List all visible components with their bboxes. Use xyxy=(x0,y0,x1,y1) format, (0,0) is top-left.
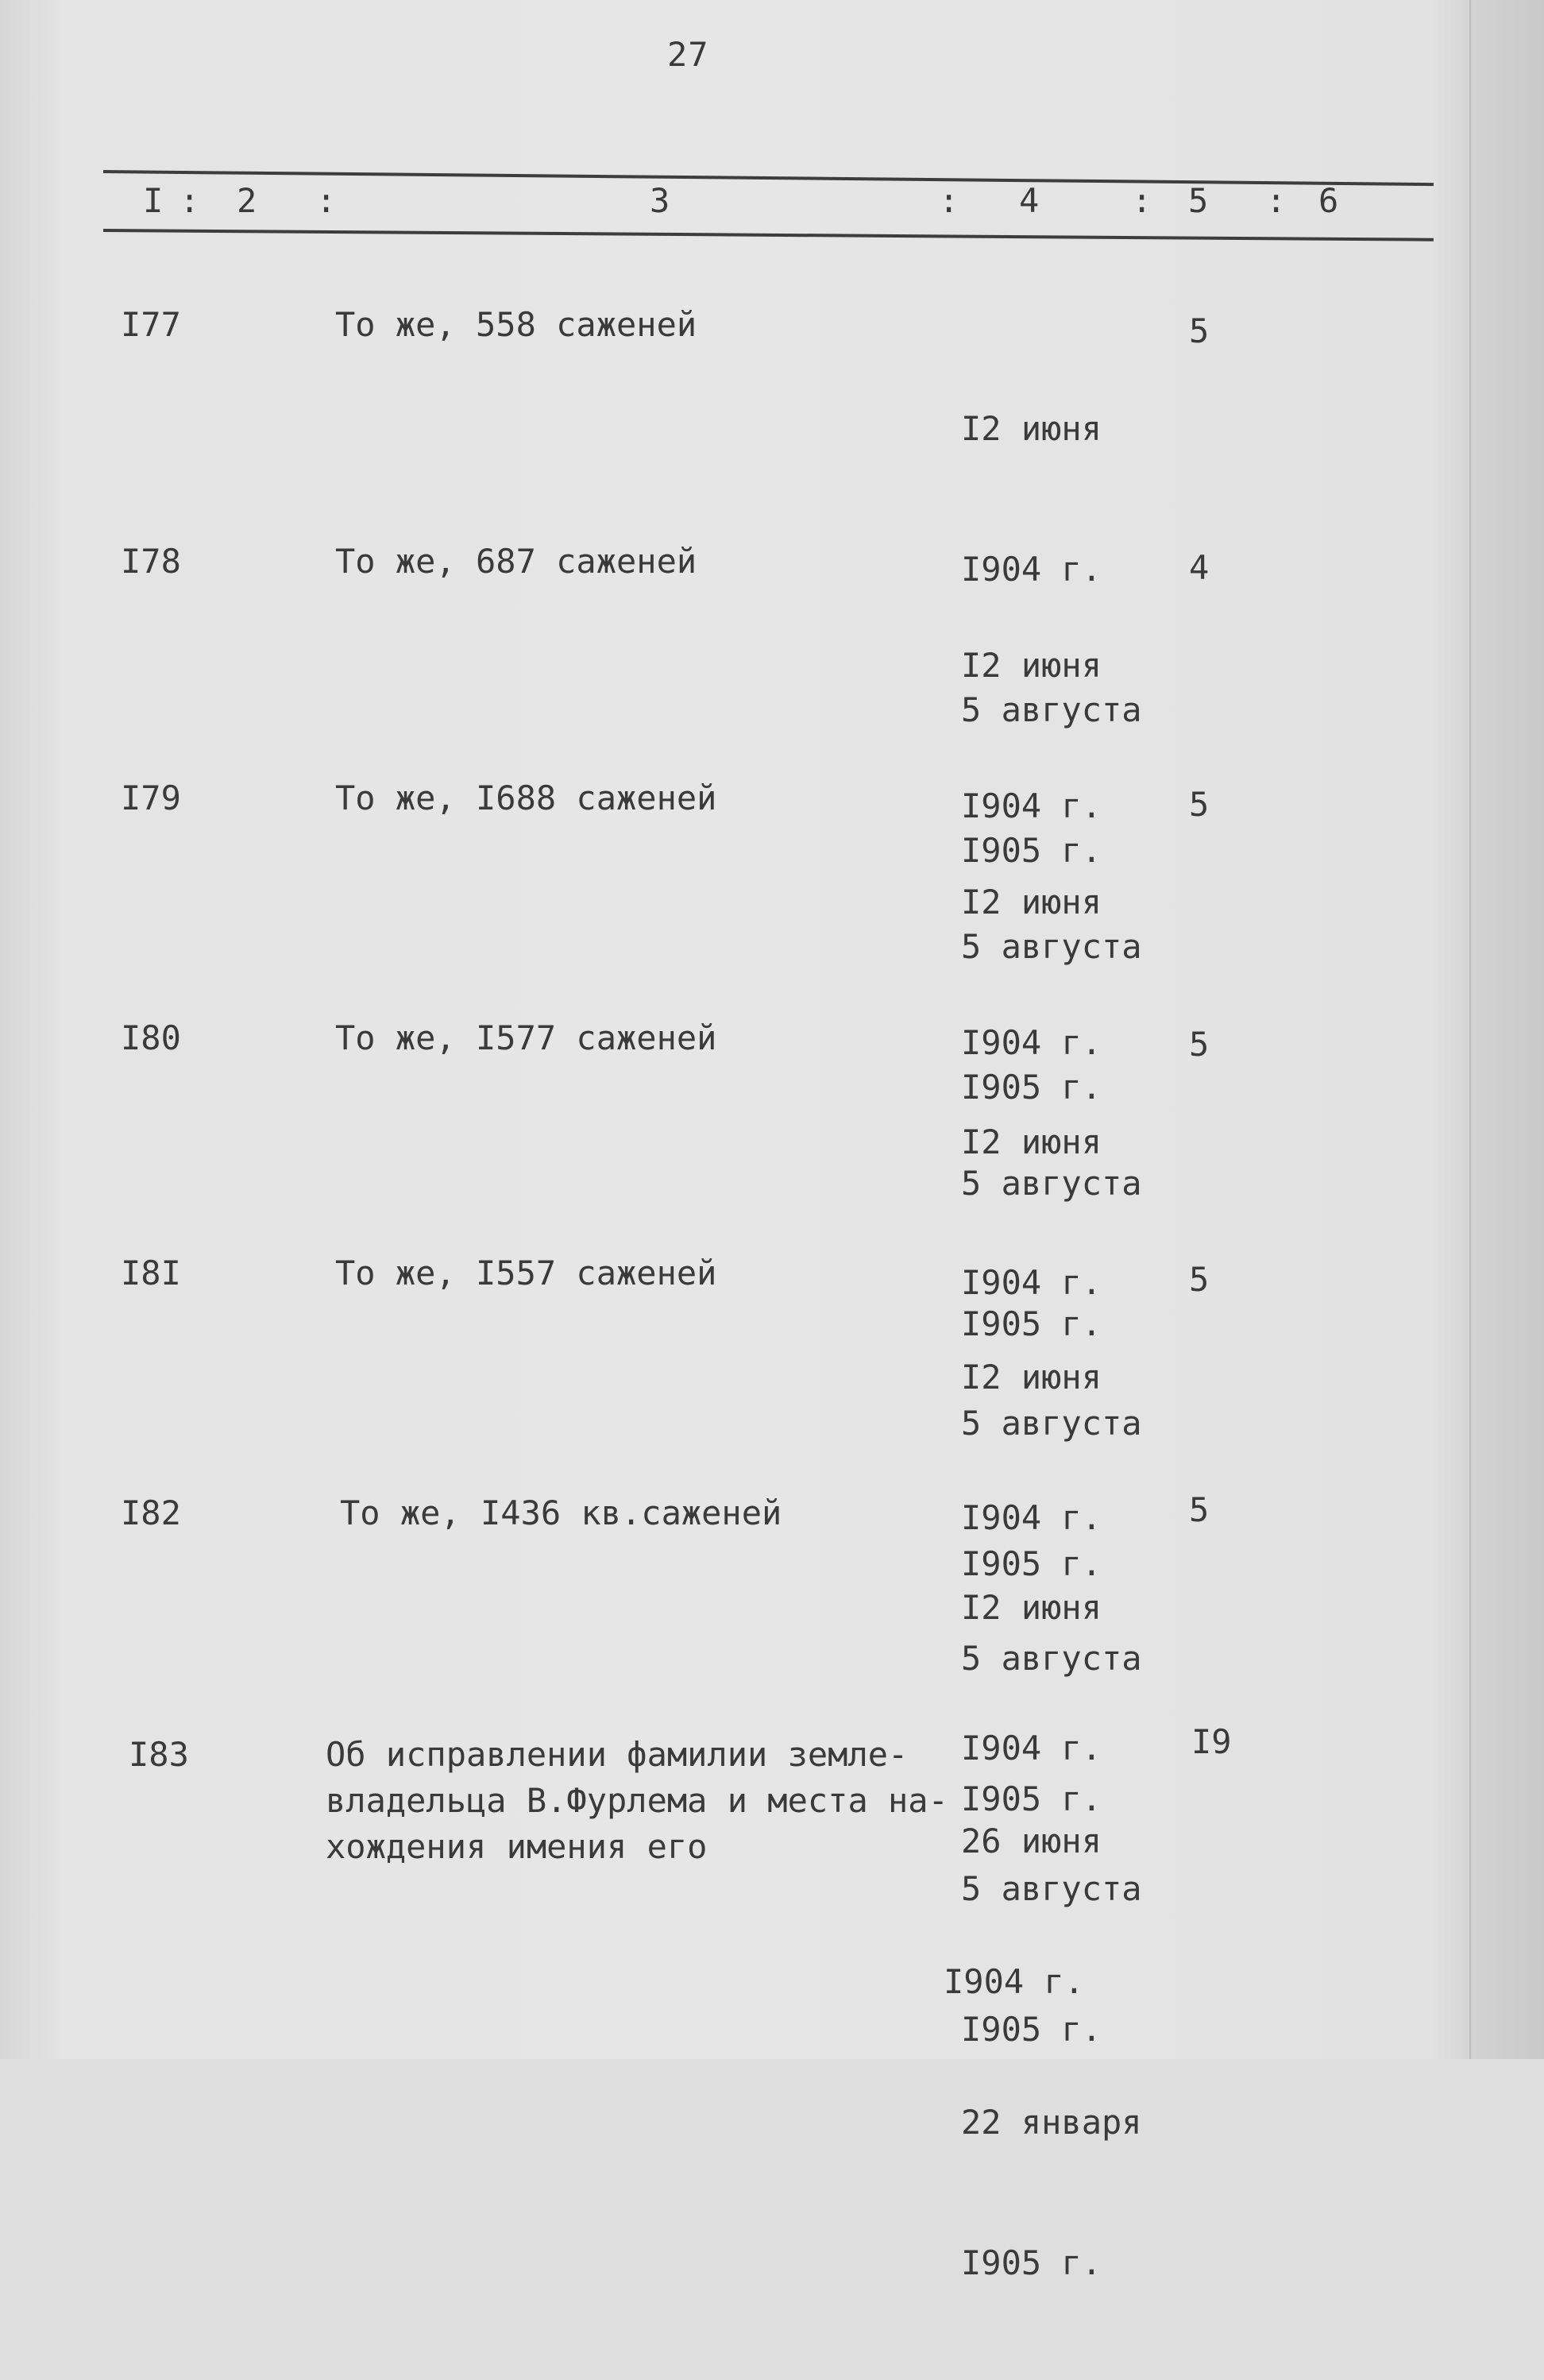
date-line: I904 г. xyxy=(961,1023,1102,1062)
row-description: То же, I436 кв.саженей xyxy=(340,1493,782,1532)
date-line: I905 г. xyxy=(961,1304,1102,1343)
date-line: 5 августа xyxy=(961,1639,1142,1678)
header-separator: : xyxy=(939,181,959,220)
date-line: 5 августа xyxy=(961,690,1142,729)
row-sheet-count: 5 xyxy=(1189,311,1210,350)
date-line: I905 г. xyxy=(961,1779,1102,1818)
date-line: I2 июня xyxy=(961,1358,1102,1397)
description-line: хождения имения его xyxy=(326,1827,708,1866)
header-separator: : xyxy=(1132,181,1152,220)
date-line: 5 августа xyxy=(961,1404,1142,1443)
header-col-3: 3 xyxy=(650,181,670,220)
header-separator: : xyxy=(316,181,337,220)
date-line: 26 июня xyxy=(961,1822,1102,1860)
date-line: I905 г. xyxy=(961,831,1102,870)
date-line: I904 г. xyxy=(961,786,1102,825)
date-line: I2 июня xyxy=(961,646,1102,685)
row-description: То же, 558 саженей xyxy=(335,305,697,344)
row-dates xyxy=(944,1724,1142,2380)
date-line: I2 июня xyxy=(961,1588,1102,1627)
date-line: I904 г. xyxy=(961,1729,1102,1768)
row-number: I77 xyxy=(121,305,181,344)
date-line: I904 г. xyxy=(944,1962,1085,2001)
row-sheet-count: 5 xyxy=(1189,785,1210,824)
page-edge xyxy=(1469,0,1471,2059)
row-description xyxy=(326,1732,953,1870)
date-line: I905 г. xyxy=(961,2010,1102,2049)
date-line: I905 г. xyxy=(961,1068,1102,1107)
row-sheet-count: I9 xyxy=(1191,1722,1232,1761)
date-line: 22 января xyxy=(961,2103,1142,2142)
row-sheet-count: 4 xyxy=(1189,548,1210,587)
date-line: I905 г. xyxy=(961,1544,1102,1583)
header-col-6: 6 xyxy=(1318,181,1339,220)
date-line: 5 августа xyxy=(961,927,1142,966)
row-description: То же, I577 саженей xyxy=(335,1018,717,1057)
date-line: I904 г. xyxy=(961,1263,1102,1302)
header-col-5: 5 xyxy=(1188,181,1209,220)
date-line: I905 г. xyxy=(961,2243,1102,2282)
header-bottom-rule xyxy=(103,229,1434,241)
header-separator: : xyxy=(179,181,200,220)
date-line: I2 июня xyxy=(961,1122,1102,1161)
header-col-4: 4 xyxy=(1019,181,1040,220)
header-separator: : xyxy=(1266,181,1287,220)
row-sheet-count: 5 xyxy=(1189,1260,1210,1299)
header-col-2: 2 xyxy=(237,181,257,220)
date-line: I904 г. xyxy=(961,550,1102,589)
description-line: владельца В.Фурлема и места на- xyxy=(326,1781,948,1820)
row-number: I83 xyxy=(129,1735,189,1774)
row-sheet-count: 5 xyxy=(1189,1490,1210,1529)
header-top-rule xyxy=(103,170,1434,186)
row-description: То же, 687 саженей xyxy=(335,542,697,581)
date-line: 5 августа xyxy=(961,1869,1142,1908)
row-number: I79 xyxy=(121,779,181,817)
header-col-1: I xyxy=(143,181,164,220)
description-line: Об исправлении фамилии земле- xyxy=(326,1735,909,1774)
date-line: I904 г. xyxy=(961,1498,1102,1537)
row-sheet-count: 5 xyxy=(1189,1025,1210,1064)
row-description: То же, I688 саженей xyxy=(335,779,717,817)
row-number: I80 xyxy=(121,1018,181,1057)
date-line: I2 июня xyxy=(961,883,1102,921)
date-line: 5 августа xyxy=(961,1164,1142,1203)
row-description: То же, I557 саженей xyxy=(335,1254,717,1292)
page-number: 27 xyxy=(667,35,709,74)
row-number: I82 xyxy=(121,1493,181,1532)
row-number: I78 xyxy=(121,542,181,581)
row-number: I8I xyxy=(121,1254,181,1292)
date-line: I2 июня xyxy=(961,409,1102,448)
